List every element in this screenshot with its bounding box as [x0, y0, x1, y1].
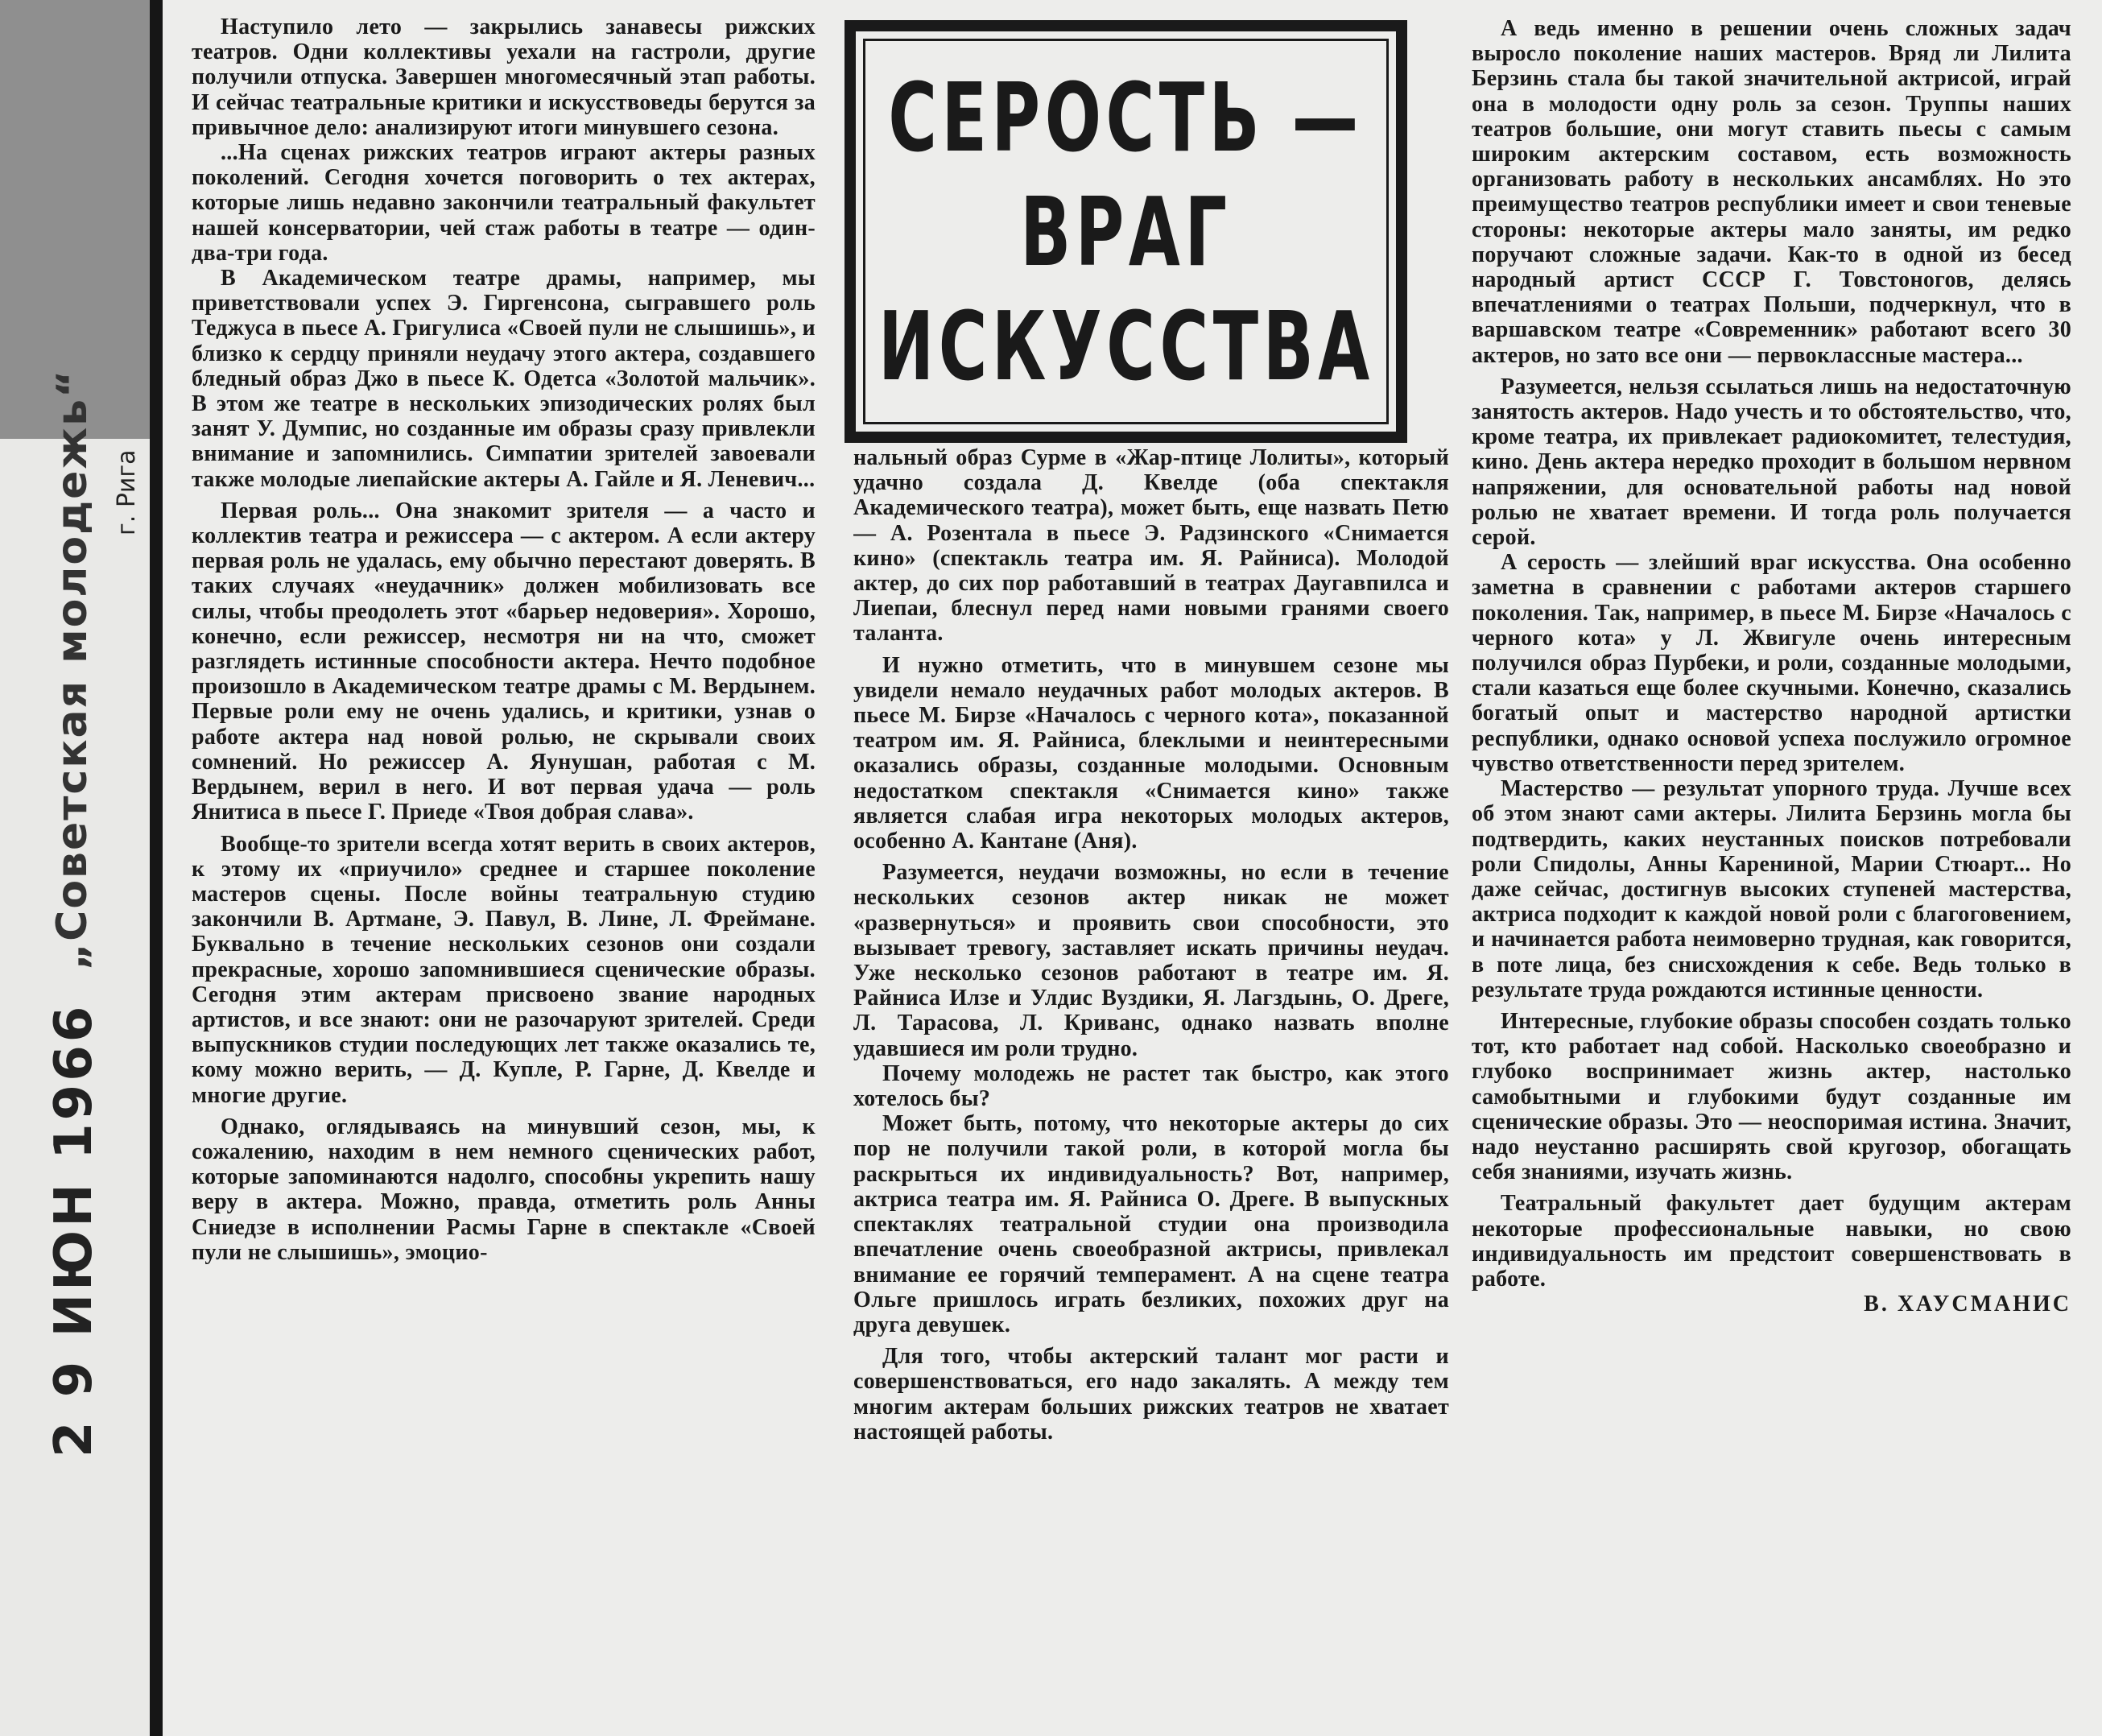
paragraph: Первая роль... Она знакомит зрителя — а часто и коллектив театра и режиссера — с актером. А если актеру первая роль не удалась, ему обычно перестают доверять. В таких случаях «неудачник» должен мобилизовать все силы, чтобы преодолеть этот «барьер недоверия». Хорошо, конечно, если режиссер, несмотря ни на что, сможет разглядеть истинные способности актера. Нечто подобное произошло в Академическом театре драмы с М. Вердынем. Первые роли ему не очень удались, и критики, узнав о работе актера над новой ролью, не скрывали своих сомнений. Но режиссер А. Яунушан, работая с М. Вердынем, верил в него. И вот первая удача — роль Янитиса в пьесе Г. Приеде «Твоя добрая слава».: [192, 498, 816, 825]
article-column-1: [192, 14, 816, 1734]
paragraph: Разумеется, неудачи возможны, но если в течение нескольких сезонов актер никак не может «развернуться» и проявить свои способности, это вызывает тревогу, заставляет искать причины неудач. Уже несколько сезонов работают в театре им. Я. Райниса Илзе и Улдис Вуздики, Я. Лагздынь, О. Дреге, Л. Тарасова, Л. Криванс, однако назвать вполне удавшиеся им роли трудно.: [853, 860, 1449, 1061]
paragraph: Интересные, глубокие образы способен создать только тот, кто работает над собой. Насколько своеобразно и глубоко воспринимает жизнь актер, настолько самобытными и глубокими будут созданные им сценические образы. Это — неоспоримая истина. Значит, надо неустанно расширять свой кругозор, обогащать себя знаниями, изучать жизнь.: [1472, 1008, 2071, 1185]
paragraph: И нужно отметить, что в минувшем сезоне мы увидели немало неудачных работ молодых актеров. В пьесе М. Бирзе «Началось с черного кота», показанной театром им. Я. Райниса, блеклыми и неинтересными оказались образы, созданные молодыми. Основным недостатком спектакля «Снимается кино» также является слабая игра некоторых молодых актеров, особенно А. Кантане (Аня).: [853, 652, 1449, 854]
paragraph: Театральный факультет дает будущим актерам некоторые профессиональные навыки, но свою индивидуальность им предстоит совершенствовать в работе.: [1472, 1191, 2071, 1292]
headline-box: [845, 20, 1407, 443]
clipping-edge-divider: [150, 0, 163, 1736]
paragraph: Вообще-то зрители всегда хотят верить в своих актеров, к этому их «приучило» среднее и старшее поколение мастеров сцены. После войны театральную студию закончили В. Артмане, Э. Павул, В. Лине, Л. Фреймане. Буквально в течение нескольких сезонов они создали прекрасные, хорошо запомнившиеся сценические образы. Сегодня этим актерам присвоено звание народных артистов, и все знают: они не разочаруют зрителей. Среди выпускников студии последующих лет также оказались те, кому можно верить, — Д. Купле, Р. Гарне, Д. Квелде и многие другие.: [192, 831, 816, 1108]
headline-line-3: ИСКУССТВА: [878, 290, 1374, 402]
headline-line-2: ВРАГ: [1020, 176, 1232, 287]
headline-line-1: СЕРОСТЬ —: [888, 61, 1364, 173]
paragraph: Однако, оглядываясь на минувший сезон, мы, к сожалению, находим в нем немного сценических работ, которые запоминаются надолго, способны укрепить нашу веру в актера. Можно, правда, отметить роль Анны Сниедзе в исполнении Расмы Гарне в спектакле «Своей пули не слышишь», эмоцио-: [192, 1114, 816, 1265]
paragraph: А ведь именно в решении очень сложных задач выросло поколение наших мастеров. Вряд ли Лилита Берзинь стала бы такой значительной актрисой, играй она в молодости одну роль за сезон. Труппы наших театров большие, они могут ставить пьесы с самым широким актерским составом, есть возможность организовать работу в нескольких ансамблях. Но это преимущество театров республики имеет и свои теневые стороны: некоторые актеры мало заняты, им редко поручают сложные задачи. Как-то в одной из бесед народный артист СССР Г. Товстоногов, делясь впечатлениями о театрах Польши, подчеркнул, что в варшавском театре «Современник» работают всего 30 актеров, но зато все они — первоклассные мастера...: [1472, 16, 2071, 368]
article-column-3: [1472, 16, 2071, 1735]
article-column-2: [853, 445, 1449, 1734]
paragraph: Почему молодежь не растет так быстро, как этого хотелось бы?: [853, 1060, 1449, 1112]
author-signature: В. ХАУСМАНИС: [1864, 1292, 2071, 1317]
paragraph: нальный образ Сурме в «Жар-птице Лолиты», который удачно создала Д. Квелде (оба спектакля Академического театра), может быть, еще назвать Петю — А. Розентала в пьесе Э. Радзинского «Снимается кино» (спектакль театра им. Я. Райниса). Молодой актер, до сих пор работавший в театрах Даугавпилса и Лиепаи, блеснул перед нами новыми гранями своего таланта.: [853, 445, 1449, 647]
paragraph: ...На сценах рижских театров играют актеры разных поколений. Сегодня хочется поговорить о тех актерах, которые лишь недавно закончили театральный факультет нашей консерватории, чей стаж работы в театре — один-два-три года.: [192, 140, 816, 266]
paragraph: Разумеется, нельзя ссылаться лишь на недостаточную занятость актеров. Надо учесть и то обстоятельство, что, кроме театра, их привлекает радиокомитет, телестудия, кино. День актера нередко проходит в большом нервном напряжении, для основательной работы над новой ролью не хватает времени. И тогда роль получается серой.: [1472, 374, 2071, 551]
paragraph: А серость — злейший враг искусства. Она особенно заметна в сравнении с работами актеров старшего поколения. Так, например, в пьесе М. Бирзе «Началось с черного кота» у Л. Жвигуле очень интересным получился образ Пурбеки, и роли, созданные молодыми, стали казаться еще более скучными. Конечно, сказались богатый опыт и мастерство народной артистки республики, однако основой успеха послужило огромное чувство ответственности перед зрителем.: [1472, 550, 2071, 776]
paragraph: Мастерство — результат упорного труда. Лучше всех об этом знают сами актеры. Лилита Берзинь могла бы подтвердить, каких неустанных поисков потребовали роли Спидолы, Анны Карениной, Марии Стюарт... Но даже сейчас, достигнув высоких ступеней мастерства, актриса подходит к каждой новой роли с благоговением, и начинается работа неимоверно трудная, как говорится, в поте лица, без снисхождения к себе. Ведь только в результате труда рождаются истинные ценности.: [1472, 776, 2071, 1002]
paragraph: В Академическом театре драмы, например, мы приветствовали успех Э. Гиргенсона, сыгравшего роль Теджуса в пьесе А. Григулиса «Своей пули не слышишь», и близко к сердцу приняли неудачу этого актера, создавшего бледный образ Джо в пьесе К. Одетса «Золотой мальчик». В этом же театре в нескольких эпизодических ролях был занят У. Думпис, но созданные им образы сразу привлекли внимание и запомнились. Симпатии зрителей завоевали также молодые лиепайские актеры А. Гайле и Я. Леневич...: [192, 266, 816, 492]
stamp-city: г. Рига: [113, 449, 141, 535]
paragraph: Для того, чтобы актерский талант мог расти и совершенствоваться, его надо закалять. А между тем многим актерам больших рижских театров не хватает настоящей работы.: [853, 1344, 1449, 1445]
stamp-newspaper-name: „Советская молодежь“: [48, 368, 97, 970]
paragraph: Может быть, потому, что некоторые актеры до сих пор не получили такой роли, в которой могла бы раскрыться их индивидуальность? Вот, например, актриса театра им. Я. Райниса О. Дреге. В выпускных спектаклях театральной студии она производила впечатление очень своеобразной актрисы, привлекал внимание ее горячий темперамент. А на сцене театра Ольге пришлось играть безликих, похожих друг на друга девушек.: [853, 1111, 1449, 1337]
stamp-date: 2 9 ИЮН 1966: [44, 1002, 104, 1457]
paragraph: Наступило лето — закрылись занавесы рижских театров. Одни коллективы уехали на гастроли, другие получили отпуска. Завершен многомесячный этап работы. И сейчас театральные критики и искусствоведы берутся за привычное дело: анализируют итоги минувшего сезона.: [192, 14, 816, 140]
